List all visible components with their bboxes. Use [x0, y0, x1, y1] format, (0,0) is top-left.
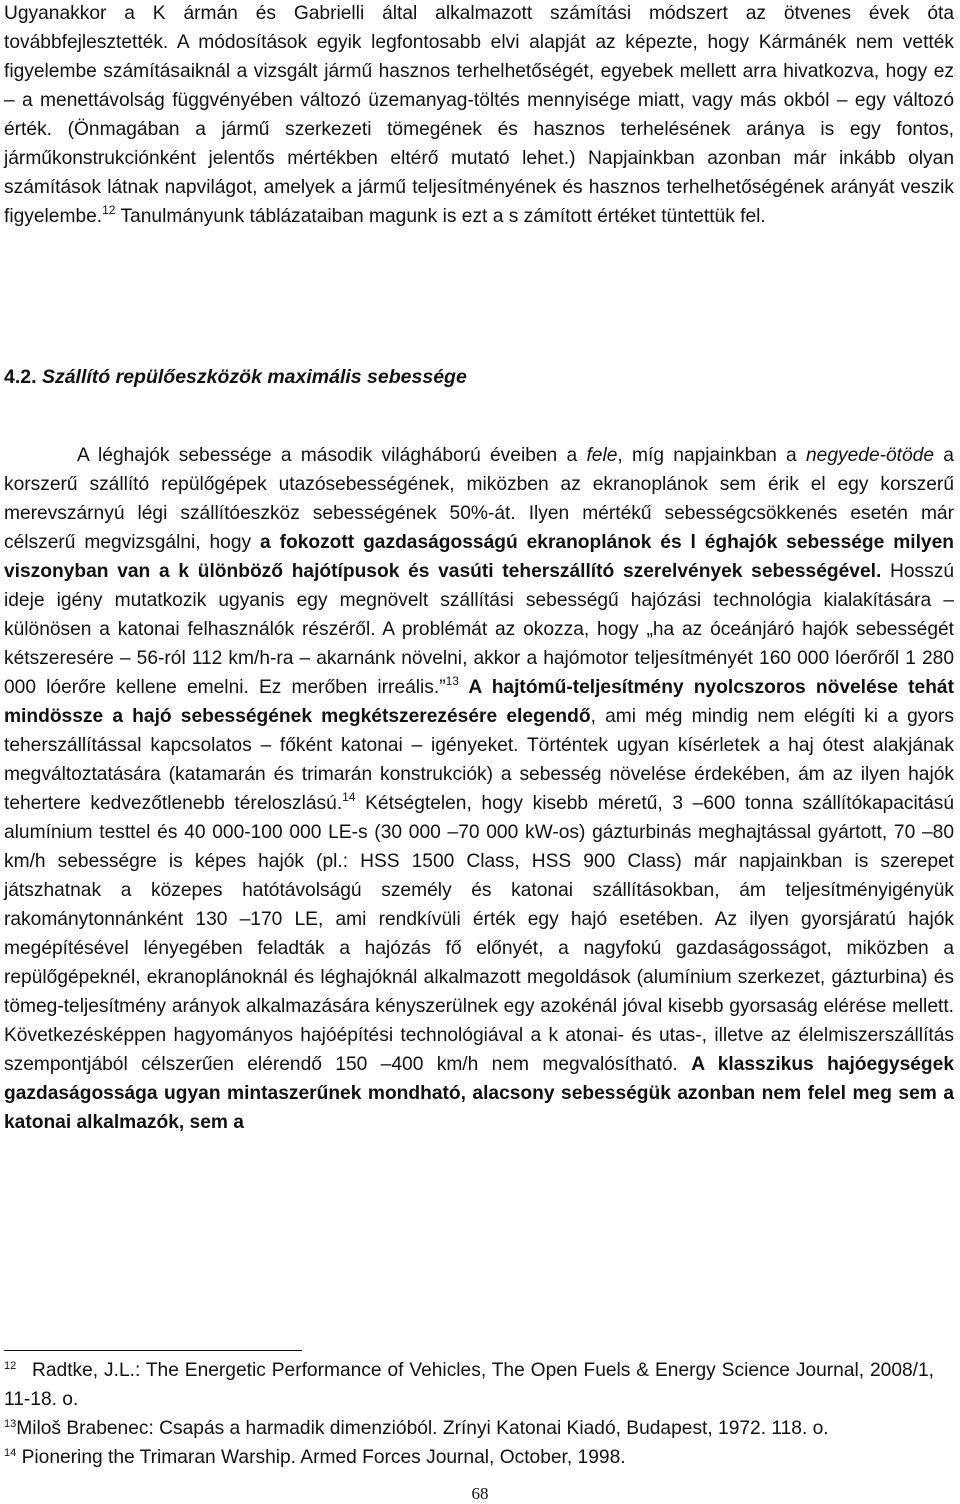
footnote-ref-12[interactable]: 12: [102, 203, 116, 217]
text-run: , ami még mindig nem elégíti ki a gyors teherszállítással kapcsolatos – főként katonai – igényeket. Történtek ugyan kísérletek a haj ótest alakjának megváltoztatására (katamarán és trimarán konstrukciók) a sebesség növelése érdekében, ám az ilyen hajók tehertere kedvezőtlenebb téreloszlású.: [4, 706, 954, 814]
text-run: Kétségtelen, hogy kisebb méretű, 3 –600 tonna szállítókapacitású alumínium testtel és 40 000-100 000 LE-s (30 000 –70 000 kW-os) gázturbinás meghajtással gyártott, 70 –80 km/h sebességre is képes hajók (pl.: HSS 1500 Class, HSS 900 Class) már napjainkban is szerepet játszhatnak a közepes hatótávolságú személy és katonai szállításokban, ám teljesítményigényük rakománytonnánként 130 –170 LE, ami rendkívüli érték egy hajó esetében. Az ilyen gyorsjáratú hajók megépítésével lényegében feladták a hajózás fő előnyét, a nagyfokú gazdaságosságot, miközben a repülőgépeknél, ekranoplánoknál és léghajóknál alkalmazott megoldások (alumínium szerkezet, gázturbina) és tömeg-teljesítmény arányok alkalmazására kényszerülnek egy azokénál jóval kisebb gyorsaság elérése mellett. Következésképpen hagyományos hajóépítési technológiával a k atonai- és utas-, illetve az élelmiszerszállítás szempontjából célszerűen elérendő 150 –400 km/h nem megvalósítható.: [4, 793, 955, 1075]
emphasis: fele: [586, 445, 618, 466]
section-heading: [4, 362, 467, 392]
footnote-text: Pionering the Trimaran Warship. Armed Forces Journal, October, 1998.: [21, 1447, 626, 1468]
footnotes: [4, 1356, 934, 1472]
paragraph-intro-text: Ugyanakkor a K ármán és Gabrielli által alkalmazott számítási módszert az ötvenes évek óta továbbfejlesztették. A módosítások egyik legfontosabb elvi alapját az képezte, hogy Kármánék nem vették figyelembe számításaiknál a vizsgált jármű hasznos terhelhetőségét, egyebek mellett arra hivatkozva, hogy ez – a menettávolság függvényében változó üzemanyag-töltés mennyisége miatt, vagy más okból – egy változó érték. (Önmagában a jármű szerkezeti tömegének és hasznos terhelésének aránya is egy fontos, járműkonstrukciónként jelentős mértékben eltérő mutató lehet.) Napjainkban azonban már inkább olyan számítások látnak napvilágot, amelyek a jármű teljesítményének és hasznos terhelhetőségének arányát veszik figyelembe.: [4, 3, 954, 227]
text-run: , míg napjainkban a: [617, 445, 806, 466]
section-title: Szállító repülőeszközök maximális sebessége: [36, 366, 467, 388]
footnote-ref-13[interactable]: 13: [445, 674, 459, 688]
text-run: a korszerű szállító repülőgépek utazósebességének, miközben az ekranoplánok sem érik el egy korszerű merevszárnyú légi szállítóeszköz sebességének 50%-át. Ilyen mértékű sebességcsökkenés esetén már célszerű megvizsgálni, hogy: [4, 445, 954, 553]
page-number: 68: [471, 1484, 489, 1503]
footnote-number: 13: [4, 1418, 17, 1430]
bold-run: A klasszikus hajóegységek gazdaságossága ugyan mintaszerűnek mondható, alacsony sebességük azonban nem felel meg sem a katonai alkalmazók, sem a: [4, 1054, 954, 1133]
bold-run: a fokozott gazdaságosságú ekranoplánok és l éghajók sebessége milyen viszonyban van a k ülönböző hajótípusok és vasúti teherszállító szerelvények sebességével.: [4, 532, 954, 582]
bold-run: A hajtómű-teljesítmény nyolcszoros növelése tehát mindössze a hajó sebességének megkétszerezésére elegendő: [4, 677, 954, 727]
footnote-number: 12: [4, 1360, 17, 1372]
paragraph-intro-end: Tanulmányunk táblázataiban magunk is ezt a s zámított értéket tüntettük fel.: [115, 206, 766, 227]
footnote-text: Radtke, J.L.: The Energetic Performance of Vehicles, The Open Fuels & Energy Science Journal, 2008/1, 11-18. o.: [4, 1360, 934, 1410]
footnote-text: Miloš Brabenec: Csapás a harmadik dimenzióból. Zrínyi Katonai Kiadó, Budapest, 1972. 118. o.: [16, 1418, 829, 1439]
footnote-separator: [4, 1350, 302, 1351]
paragraph-intro: [4, 0, 954, 231]
section-number: 4.2.: [4, 366, 37, 388]
text-run: Hosszú ideje igény mutatkozik ugyanis egy megnövelt szállítási sebességű hajózási technológia kialakítására – különösen a katonai felhasználók részéről. A problémát az okozza, hogy „ha az óceánjáró hajók sebességét kétszeresére – 56-ról 112 km/h-ra – akarnánk növelni, akkor a hajómotor teljesítményét 160 000 lóerőről 1 280 000 lóerőre kellene emelni. Ez merőben irreális.”: [4, 561, 954, 698]
paragraph-body: [4, 441, 954, 1137]
footnote-ref-14[interactable]: 14: [342, 790, 356, 804]
footnote-12: [4, 1356, 934, 1414]
emphasis: negyede-ötöde: [806, 445, 935, 466]
text-run: A léghajók sebessége a második világháború éveiben a: [77, 445, 587, 466]
footnote-13: [4, 1414, 934, 1443]
footnote-number: 14: [4, 1447, 17, 1459]
footnote-14: [4, 1443, 934, 1472]
